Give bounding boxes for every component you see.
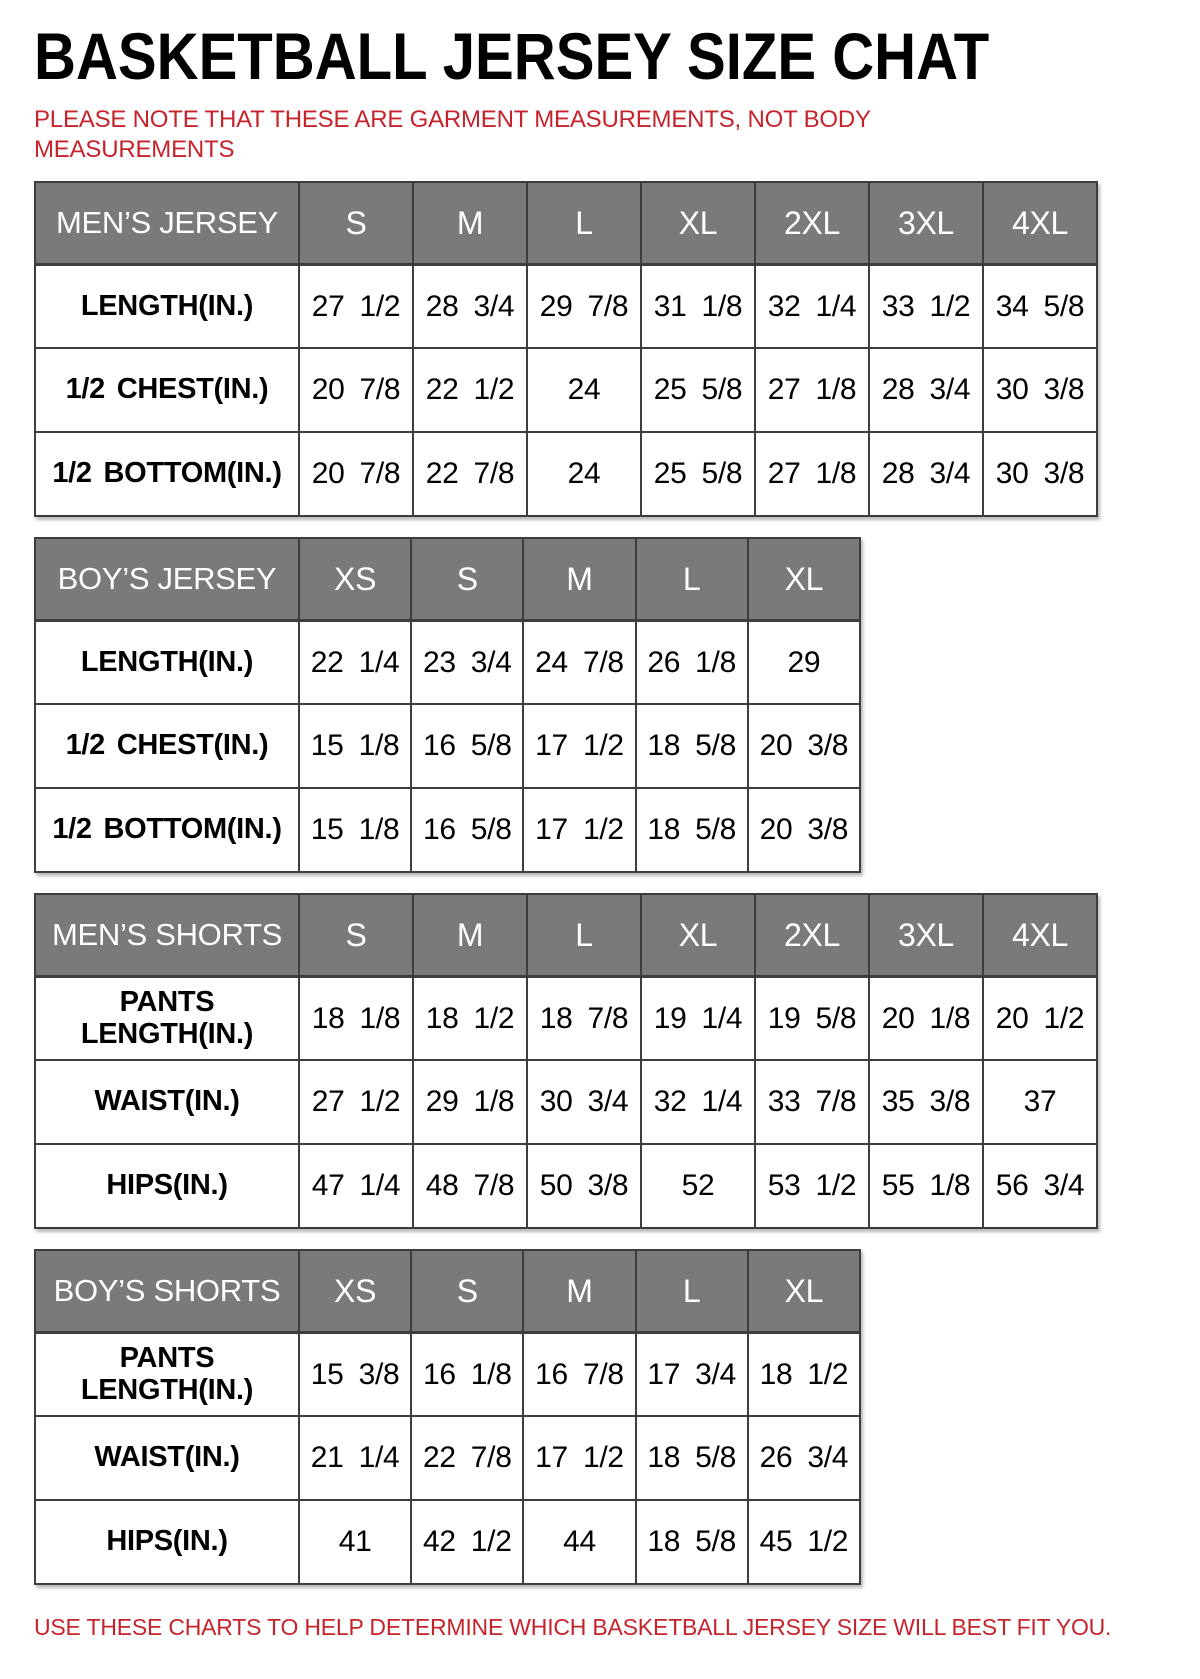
size-value-cell: 18 1/8 [299,976,413,1060]
size-value-cell: 19 5/8 [755,976,869,1060]
men-s-jersey-title: MEN’S JERSEY [35,182,299,264]
row-label: PANTS LENGTH(IN.) [35,1332,299,1416]
boy-s-jersey-title: BOY’S JERSEY [35,538,299,620]
size-value-cell: 18 1/2 [413,976,527,1060]
size-header-xs: XS [299,1250,411,1332]
size-value-cell: 20 7/8 [299,432,413,516]
size-value-cell: 33 7/8 [755,1060,869,1144]
size-value-cell: 52 [641,1144,755,1228]
row-label: WAIST(IN.) [35,1416,299,1500]
size-value-cell: 42 1/2 [411,1500,523,1584]
size-value-cell: 18 5/8 [636,788,748,872]
row-label: HIPS(IN.) [35,1500,299,1584]
size-value-cell: 29 7/8 [527,264,641,348]
size-value-cell: 23 3/4 [411,620,523,704]
size-header-xl: XL [641,894,755,976]
size-value-cell: 26 1/8 [636,620,748,704]
table-row [35,704,860,788]
size-value-cell: 35 3/8 [869,1060,983,1144]
size-value-cell: 17 3/4 [636,1332,748,1416]
size-header-s: S [299,182,413,264]
men-s-shorts-header-row [35,894,1097,976]
size-value-cell: 17 1/2 [523,788,635,872]
row-label: LENGTH(IN.) [35,264,299,348]
size-value-cell: 27 1/2 [299,264,413,348]
size-header-2xl: 2XL [755,182,869,264]
size-header-l: L [527,182,641,264]
table-row [35,1144,1097,1228]
size-header-xl: XL [748,1250,860,1332]
boy-s-jersey-table [34,537,861,873]
size-value-cell: 16 7/8 [523,1332,635,1416]
row-label: PANTS LENGTH(IN.) [35,976,299,1060]
size-value-cell: 30 3/4 [527,1060,641,1144]
size-value-cell: 56 3/4 [983,1144,1097,1228]
size-header-s: S [411,538,523,620]
size-value-cell: 50 3/8 [527,1144,641,1228]
size-value-cell: 15 1/8 [299,788,411,872]
size-value-cell: 17 1/2 [523,704,635,788]
size-value-cell: 53 1/2 [755,1144,869,1228]
size-value-cell: 41 [299,1500,411,1584]
size-value-cell: 32 1/4 [641,1060,755,1144]
table-row [35,1416,860,1500]
size-value-cell: 55 1/8 [869,1144,983,1228]
size-value-cell: 21 1/4 [299,1416,411,1500]
size-value-cell: 33 1/2 [869,264,983,348]
size-header-xl: XL [641,182,755,264]
row-label: 1/2 CHEST(IN.) [35,348,299,432]
size-header-l: L [636,538,748,620]
size-header-s: S [411,1250,523,1332]
boy-s-jersey-header-row [35,538,860,620]
table-row [35,976,1097,1060]
size-header-l: L [527,894,641,976]
garment-measurement-note: PLEASE NOTE THAT THESE ARE GARMENT MEASUREMENTS, NOT BODY MEASUREMENTS [34,106,871,164]
size-value-cell: 47 1/4 [299,1144,413,1228]
size-value-cell: 18 5/8 [636,1416,748,1500]
table-row [35,432,1097,516]
size-value-cell: 48 7/8 [413,1144,527,1228]
size-value-cell: 24 [527,348,641,432]
size-header-m: M [523,538,635,620]
size-value-cell: 20 7/8 [299,348,413,432]
size-value-cell: 22 1/2 [413,348,527,432]
page-title: BASKETBALL JERSEY SIZE CHAT [34,19,990,93]
boy-s-shorts-table [34,1249,861,1585]
table-row [35,1060,1097,1144]
size-value-cell: 29 [748,620,860,704]
size-value-cell: 31 1/8 [641,264,755,348]
size-value-cell: 19 1/4 [641,976,755,1060]
size-header-3xl: 3XL [869,894,983,976]
table-row [35,264,1097,348]
size-value-cell: 20 1/2 [983,976,1097,1060]
size-tables-container [34,181,1166,1585]
size-value-cell: 16 5/8 [411,788,523,872]
best-fit-note: USE THESE CHARTS TO HELP DETERMINE WHICH BASKETBALL JERSEY SIZE WILL BEST FIT YOU. [34,1614,1112,1641]
boy-s-shorts-header-row [35,1250,860,1332]
men-s-shorts-table [34,893,1098,1229]
size-value-cell: 26 3/4 [748,1416,860,1500]
size-value-cell: 45 1/2 [748,1500,860,1584]
size-value-cell: 27 1/8 [755,432,869,516]
men-s-jersey-header-row [35,182,1097,264]
size-header-s: S [299,894,413,976]
size-value-cell: 18 7/8 [527,976,641,1060]
table-row [35,620,860,704]
size-value-cell: 18 5/8 [636,704,748,788]
size-header-m: M [523,1250,635,1332]
men-s-shorts-title: MEN’S SHORTS [35,894,299,976]
size-value-cell: 24 [527,432,641,516]
size-header-m: M [413,894,527,976]
size-value-cell: 22 1/4 [299,620,411,704]
table-row [35,1332,860,1416]
size-value-cell: 22 7/8 [411,1416,523,1500]
size-value-cell: 17 1/2 [523,1416,635,1500]
row-label: 1/2 BOTTOM(IN.) [35,788,299,872]
size-value-cell: 20 3/8 [748,704,860,788]
table-row [35,1500,860,1584]
size-value-cell: 15 3/8 [299,1332,411,1416]
size-value-cell: 27 1/2 [299,1060,413,1144]
size-value-cell: 30 3/8 [983,348,1097,432]
size-value-cell: 15 1/8 [299,704,411,788]
size-value-cell: 44 [523,1500,635,1584]
size-header-4xl: 4XL [983,182,1097,264]
size-value-cell: 30 3/8 [983,432,1097,516]
size-value-cell: 37 [983,1060,1097,1144]
size-value-cell: 34 5/8 [983,264,1097,348]
size-value-cell: 28 3/4 [413,264,527,348]
size-header-2xl: 2XL [755,894,869,976]
size-value-cell: 16 5/8 [411,704,523,788]
boy-s-shorts-title: BOY’S SHORTS [35,1250,299,1332]
row-label: WAIST(IN.) [35,1060,299,1144]
size-value-cell: 20 1/8 [869,976,983,1060]
table-row [35,348,1097,432]
size-value-cell: 16 1/8 [411,1332,523,1416]
size-header-3xl: 3XL [869,182,983,264]
size-value-cell: 29 1/8 [413,1060,527,1144]
size-value-cell: 25 5/8 [641,432,755,516]
size-value-cell: 28 3/4 [869,432,983,516]
row-label: 1/2 BOTTOM(IN.) [35,432,299,516]
row-label: HIPS(IN.) [35,1144,299,1228]
size-value-cell: 22 7/8 [413,432,527,516]
row-label: 1/2 CHEST(IN.) [35,704,299,788]
size-value-cell: 32 1/4 [755,264,869,348]
size-value-cell: 18 1/2 [748,1332,860,1416]
size-header-m: M [413,182,527,264]
size-value-cell: 18 5/8 [636,1500,748,1584]
size-value-cell: 20 3/8 [748,788,860,872]
size-header-xl: XL [748,538,860,620]
size-header-l: L [636,1250,748,1332]
size-header-4xl: 4XL [983,894,1097,976]
size-value-cell: 27 1/8 [755,348,869,432]
men-s-jersey-table [34,181,1098,517]
size-value-cell: 28 3/4 [869,348,983,432]
row-label: LENGTH(IN.) [35,620,299,704]
size-value-cell: 25 5/8 [641,348,755,432]
table-row [35,788,860,872]
size-header-xs: XS [299,538,411,620]
size-value-cell: 24 7/8 [523,620,635,704]
